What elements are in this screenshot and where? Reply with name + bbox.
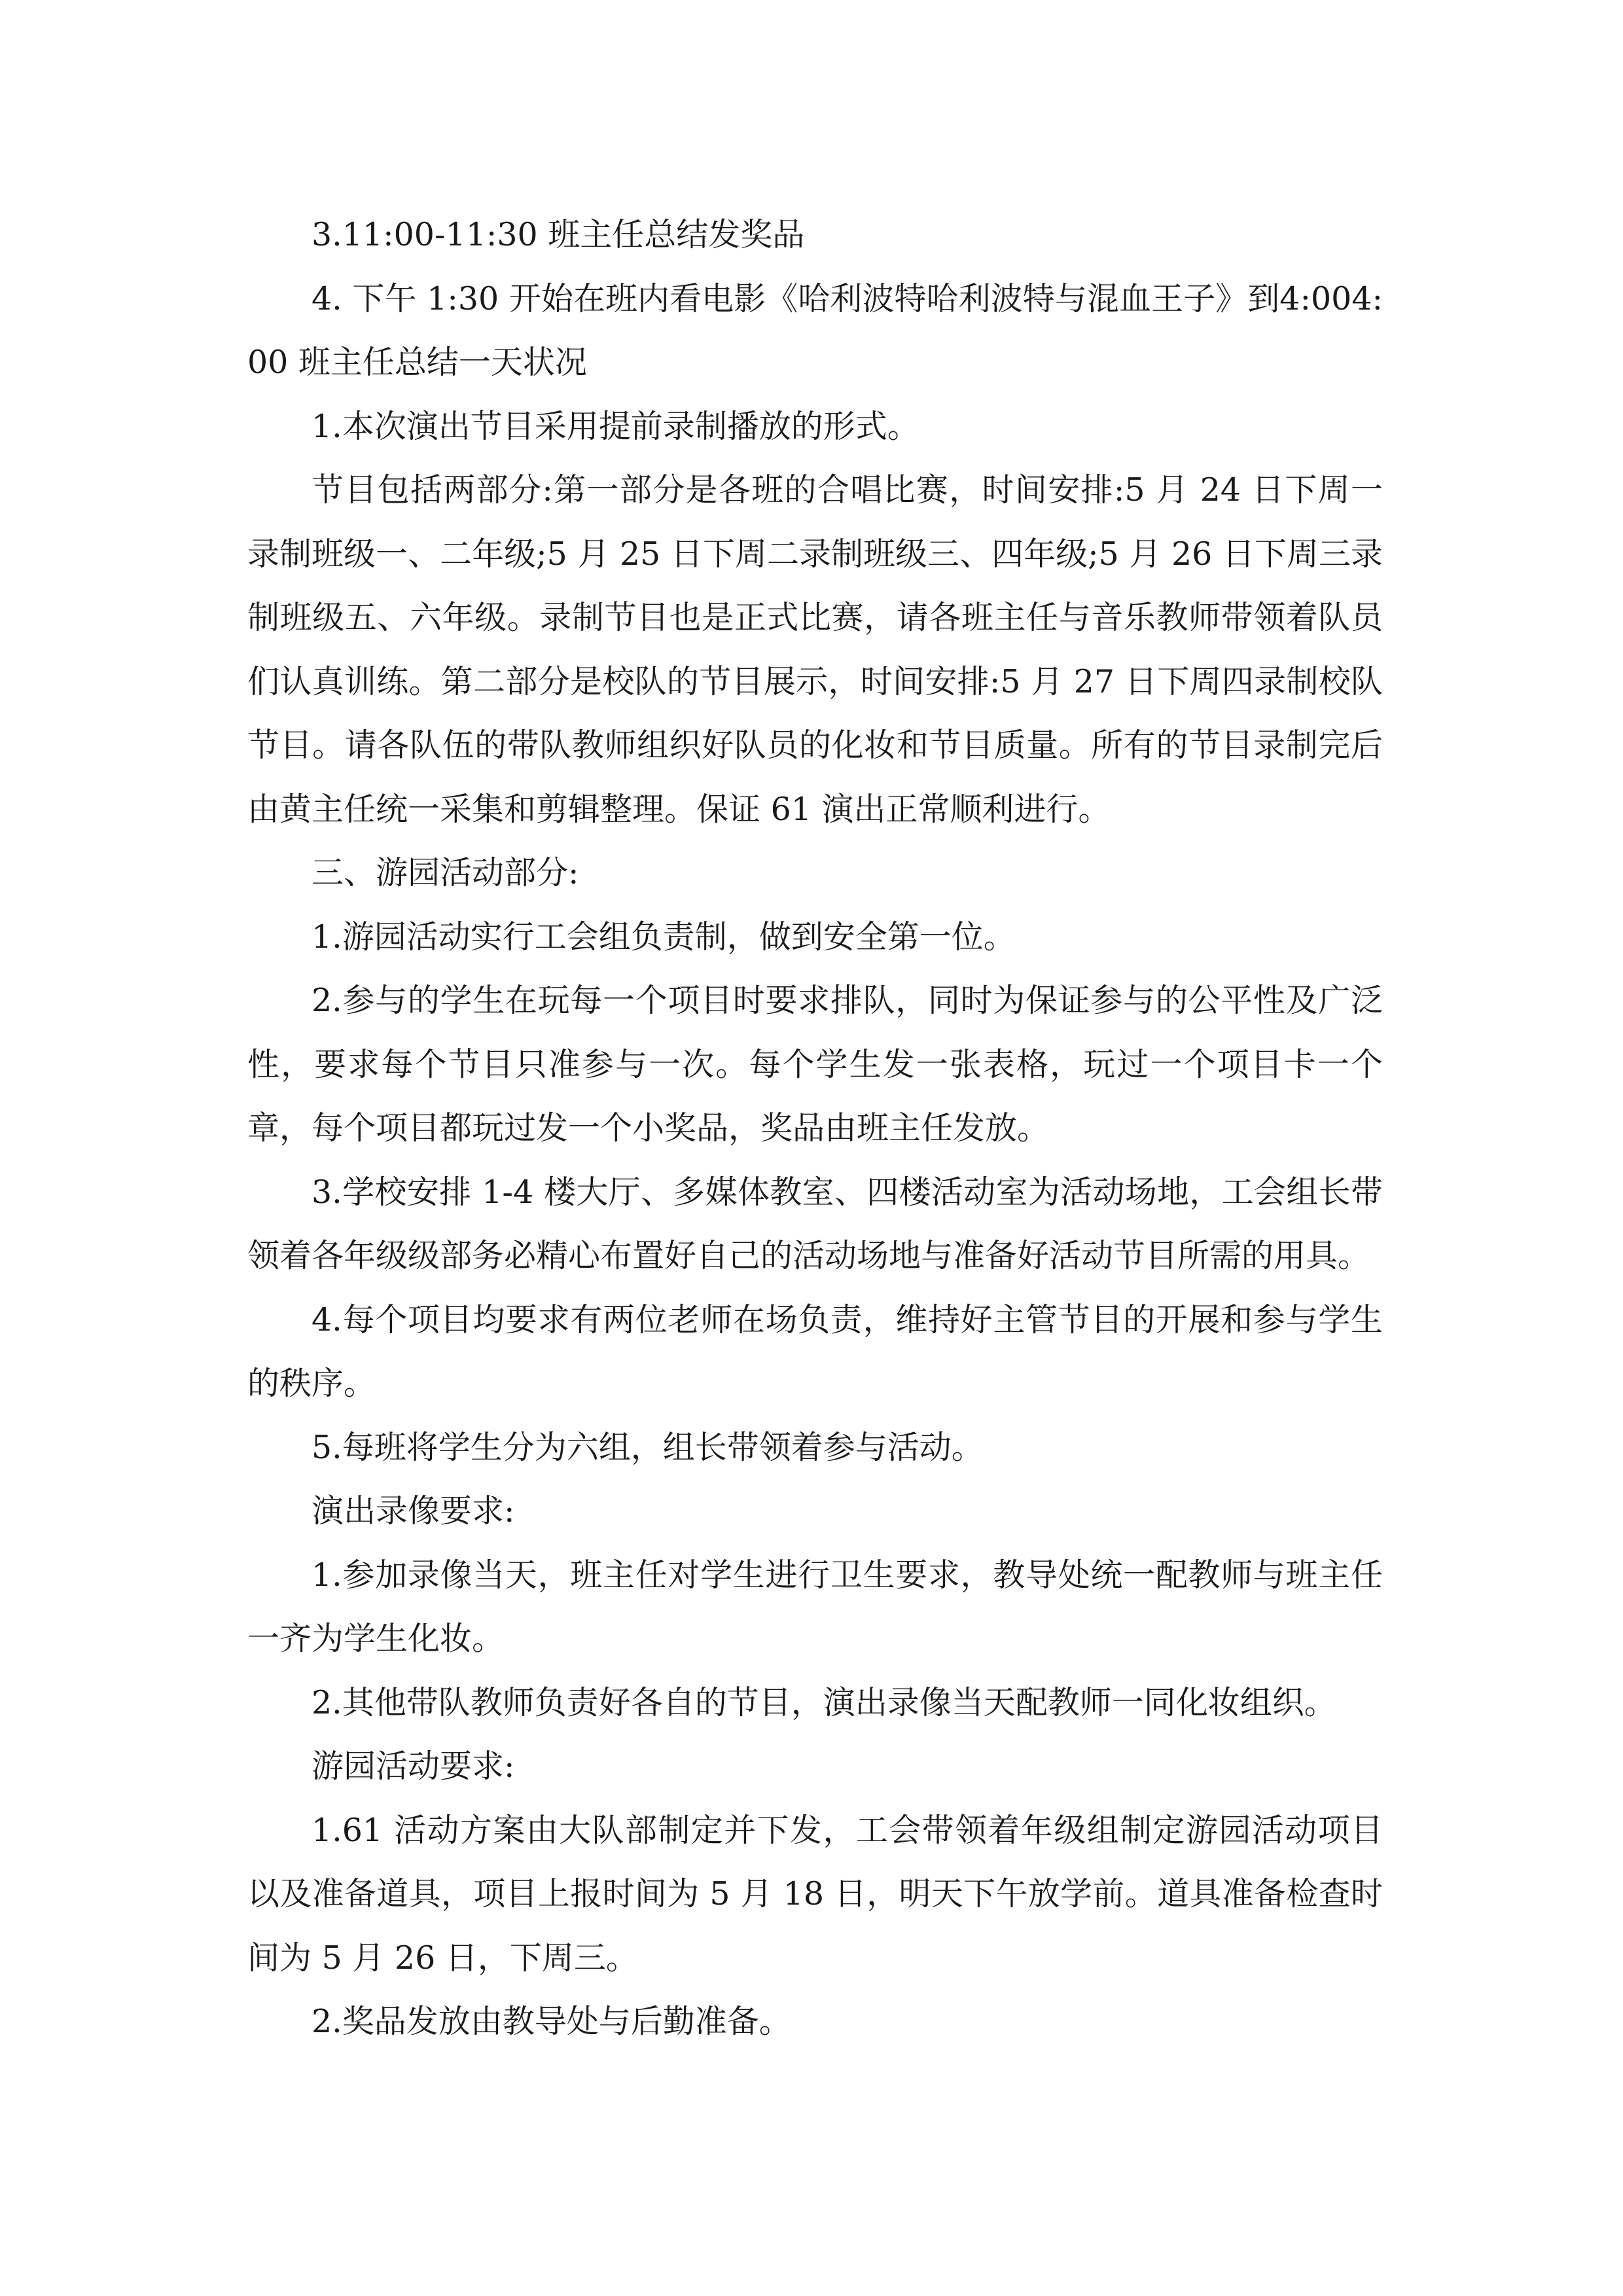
section-heading: 三、游园活动部分: (312, 854, 579, 891)
section-heading: 游园活动要求: (312, 1748, 515, 1785)
paragraph: 1.游园活动实行工会组负责制，做到安全第一位。 (312, 918, 1016, 956)
paragraph: 2.奖品发放由教导处与后勤准备。 (312, 2003, 791, 2040)
paragraph: 2.参与的学生在玩每一个项目时要求排队，同时为保证参与的公平性及广泛性，要求每个节目只准参与一次。每个学生发一张表格，玩过一个项目卡一个章，每个项目都玩过发一个小奖品，奖品由班主任发放。 (247, 982, 1383, 1147)
paragraph: 节目包括两部分:第一部分是各班的合唱比赛，时间安排:5 月 24 日下周一录制班级一、二年级;5 月 25 日下周二录制班级三、四年级;5 月 26 日下周三录制班级五、六年级。录制节目也是正式比赛，请各班主任与音乐教师带领着队员们认真训练。第二部分是校队的节目展示，时间安排:5 月 27 日下周四录制校队节目。请各队伍的带队教师组织好队员的化妆和节目质量。所有的节目录制完后由黄主任统一采集和剪辑整理。保证 61 演出正常顺利进行。 (247, 471, 1383, 828)
body-text (247, 203, 1383, 2054)
paragraph: 1.参加录像当天，班主任对学生进行卫生要求，教导处统一配教师与班主任一齐为学生化妆。 (247, 1556, 1383, 1657)
paragraph: 3.学校安排 1-4 楼大厅、多媒体教室、四楼活动室为活动场地，工会组长带领着各年级级部务必精心布置好自己的活动场地与准备好活动节目所需的用具。 (247, 1173, 1383, 1274)
paragraph: 2.其他带队教师负责好各自的节目，演出录像当天配教师一同化妆组织。 (312, 1683, 1336, 1721)
section-heading: 演出录像要求: (312, 1492, 515, 1530)
paragraph: 1.本次演出节目采用提前录制播放的形式。 (312, 407, 919, 445)
paragraph: 1.61 活动方案由大队部制定并下发，工会带领着年级组制定游园活动项目以及准备道具，项目上报时间为 5 月 18 日，明天下午放学前。道具准备检查时间为 5 月 26 日，下周三。 (247, 1811, 1383, 1977)
paragraph: 4.每个项目均要求有两位老师在场负责，维持好主管节目的开展和参与学生的秩序。 (247, 1300, 1383, 1402)
paragraph: 4. 下午 1:30 开始在班内看电影《哈利波特哈利波特与混血王子》到4:004:00 班主任总结一天状况 (247, 279, 1383, 381)
paragraph: 3.11:00-11:30 班主任总结发奖品 (312, 216, 805, 253)
paragraph: 5.每班将学生分为六组，组长带领着参与活动。 (312, 1428, 984, 1466)
